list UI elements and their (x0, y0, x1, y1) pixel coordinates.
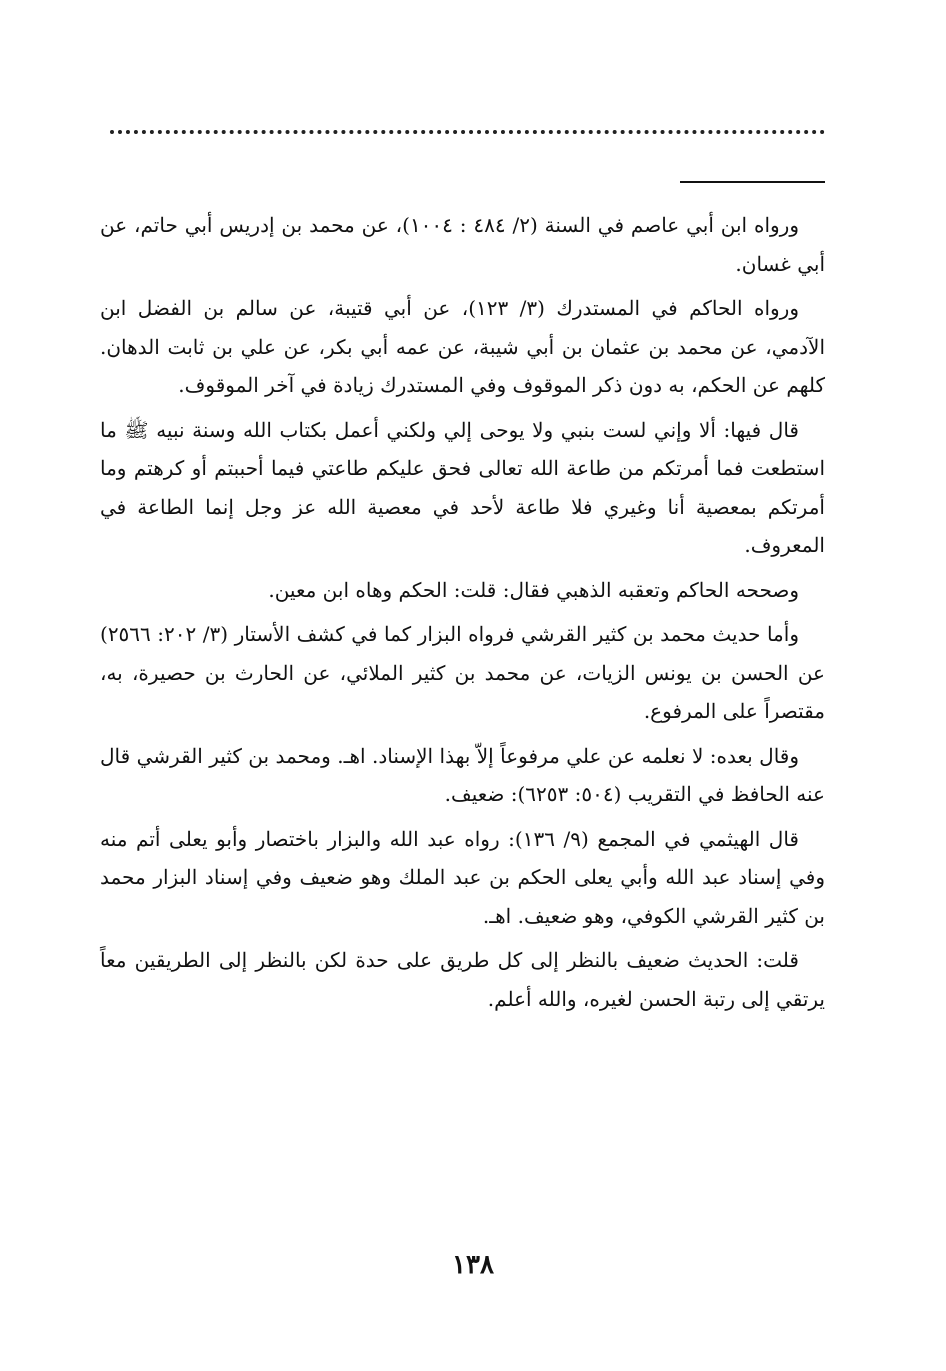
section-rule (680, 181, 825, 183)
paragraph: ورواه الحاكم في المستدرك (٣/ ١٢٣)، عن أبي قتيبة، عن سالم بن الفضل ابن الآدمي، عن محمد بن عثمان بن أبي شيبة، عن عمه أبي بكر، عن علي بن ثابت الدهان. كلهم عن الحكم، به دون ذكر الموقوف وفي المستدرك زيادة في آخر الموقوف. (100, 296, 825, 397)
paragraph: وأما حديث محمد بن كثير القرشي فرواه البزار كما في كشف الأستار (٣/ ٢٠٢: ٢٥٦٦) عن الحسن بن يونس الزيات، عن محمد بن كثير الملائي، عن الحارث بن حصيرة، به، مقتصراً على المرفوع. (100, 622, 825, 723)
paragraph: وقال بعده: لا نعلمه عن علي مرفوعاً إلاّ بهذا الإسناد. اهـ. ومحمد بن كثير القرشي قال عنه الحافظ في التقريب (٥٠٤: ٦٢٥٣): ضعيف. (100, 743, 825, 806)
dotted-separator (110, 130, 825, 134)
paragraph: وصححه الحاكم وتعقبه الذهبي فقال: قلت: الحكم وهاه ابن معين. (268, 577, 799, 602)
page-number: ١٣٨ (452, 1250, 494, 1280)
paragraph: قال فيها: ألا وإني لست بنبي ولا يوحى إلي ولكني أعمل بكتاب الله وسنة نبيه ﷺ ما استطعت فما أمرتكم من طاعة الله تعالى فحق عليكم طاعتي فيما أحببتم أو كرهتم وما أمرتكم بمعصية أنا وغيري فلا طاعة لأحد في معصية الله عز وجل إنما الطاعة في المعروف. (100, 417, 826, 557)
body-text (100, 206, 825, 1024)
paragraph: قال الهيثمي في المجمع (٩/ ١٣٦): رواه عبد الله والبزار باختصار وأبو يعلى أتم منه وفي إسناد عبد الله وأبي يعلى الحكم بن عبد الملك وهو ضعيف وفي إسناد البزار محمد بن كثير القرشي الكوفي، وهو ضعيف. اهـ. (100, 826, 825, 928)
paragraph: قلت: الحديث ضعيف بالنظر إلى كل طريق على حدة لكن بالنظر إلى الطريقين معاً يرتقي إلى رتبة الحسن لغيره، والله أعلم. (100, 948, 825, 1011)
paragraph: ورواه ابن أبي عاصم في السنة (٢/ ٤٨٤ : ١٠٠٤)، عن محمد بن إدريس أبي حاتم، عن أبي غسان. (100, 213, 825, 276)
